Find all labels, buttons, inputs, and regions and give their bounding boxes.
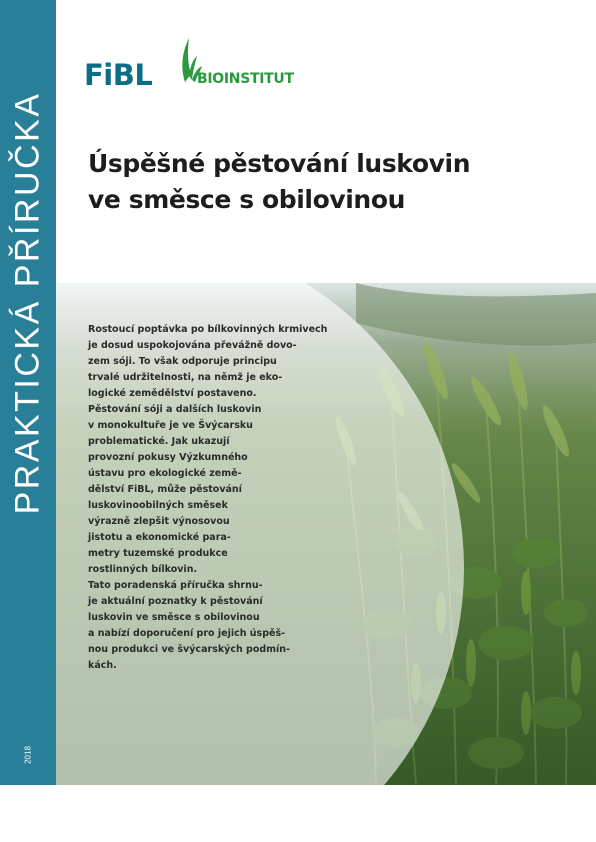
intro-line: logické zemědělství postaveno. <box>88 388 257 399</box>
title-line: ve směsce s obilovinou <box>88 185 406 214</box>
intro-text <box>88 322 350 674</box>
intro-line: metry tuzemské produkce <box>88 548 228 559</box>
intro-line: luskovinoobilných směsek <box>88 500 228 511</box>
sidebar-label: PRAKTICKÁ PŘÍRUČKA <box>8 91 47 515</box>
intro-line: trvalé udržitelnosti, na němž je eko- <box>88 372 283 383</box>
fibl-logo: FiBL <box>84 58 153 92</box>
bioinstitut-wordmark: BIOINSTITUT <box>197 71 294 87</box>
intro-line: dělství FiBL, může pěstování <box>88 484 242 495</box>
intro-line: jistotu a ekonomické para- <box>88 532 231 543</box>
intro-line: Pěstování sóji a dalších luskovin <box>88 404 262 415</box>
bioinstitut-logo <box>177 36 307 96</box>
title-line: Úspěšné pěstování luskovin <box>88 149 471 178</box>
intro-line: rostlinných bílkovin. <box>88 564 198 575</box>
publication-year: 2018 <box>23 746 33 764</box>
intro-line: zem sóji. To však odporuje principu <box>88 356 277 367</box>
intro-line: Rostoucí poptávka po bílkovinných krmivech <box>88 324 328 335</box>
intro-line: v monokultuře je ve Švýcarsku <box>88 420 253 431</box>
sidebar-band <box>0 0 56 785</box>
intro-line: je aktuální poznatky k pěstování <box>88 596 263 607</box>
intro-line: nou produkci ve švýcarských podmín- <box>88 644 291 655</box>
intro-line: ústavu pro ekologické země- <box>88 468 242 479</box>
intro-line: problematické. Jak ukazují <box>88 436 230 447</box>
page-title <box>88 146 568 218</box>
intro-line: a nabízí doporučení pro jejich úspěš- <box>88 628 286 639</box>
intro-line: výrazně zlepšit výnosovou <box>88 516 230 527</box>
intro-line: provozní pokusy Výzkumného <box>88 452 248 463</box>
intro-line: luskovin ve směsce s obilovinou <box>88 612 260 623</box>
intro-line: kách. <box>88 660 117 671</box>
intro-line: Tato poradenská příručka shrnu- <box>88 580 263 591</box>
intro-line: je dosud uspokojována převážně dovo- <box>88 340 297 351</box>
